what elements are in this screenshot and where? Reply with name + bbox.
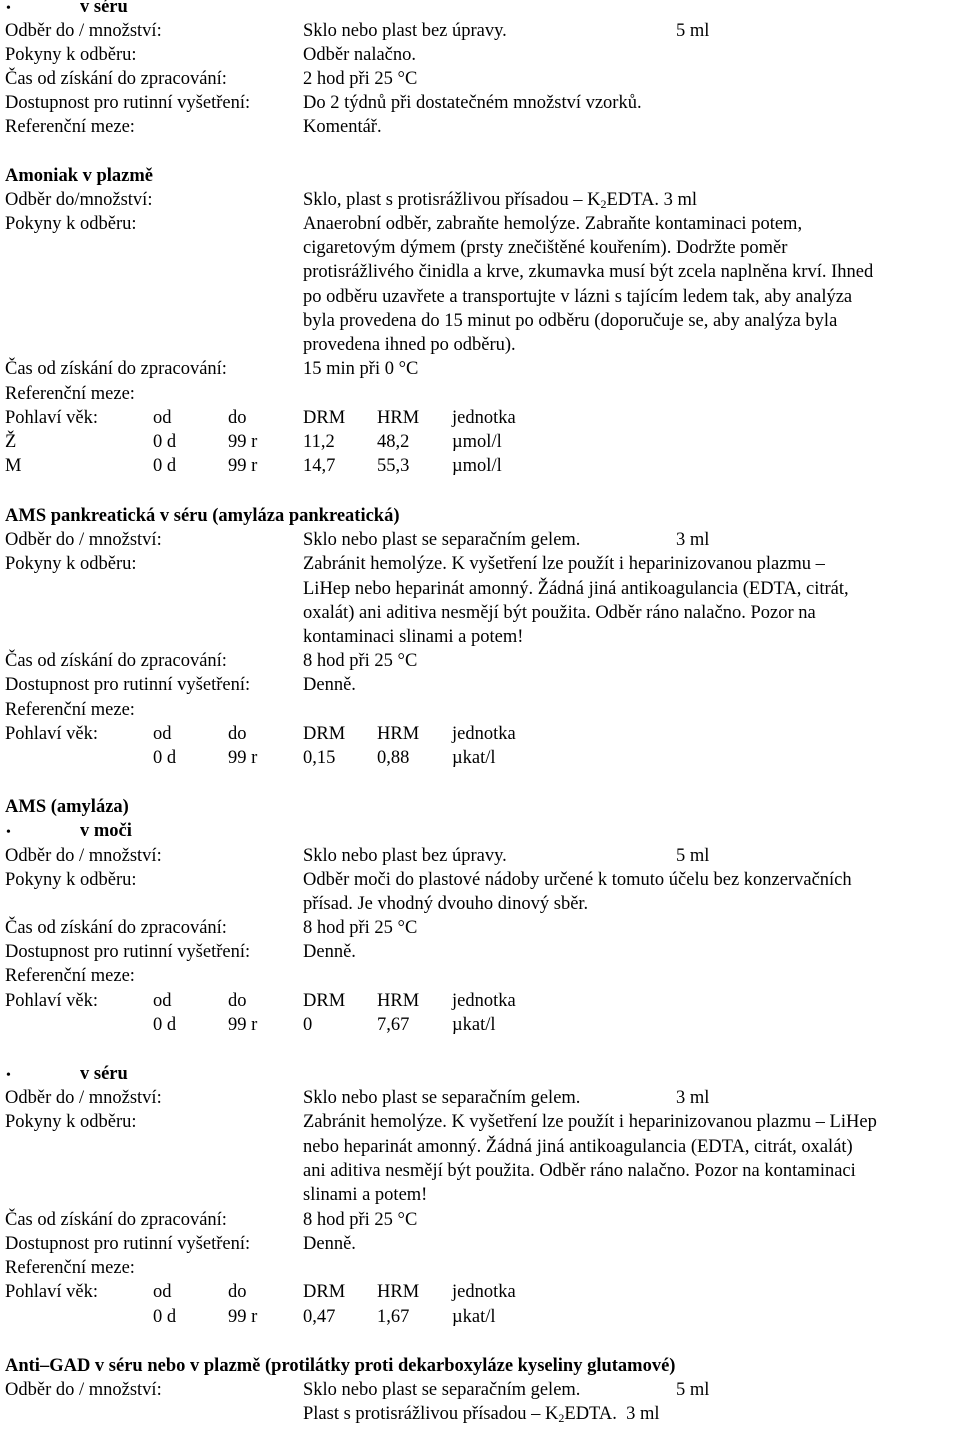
ref-cell-from: 0 d [153,1015,177,1035]
col-header-hrm: HRM [377,724,420,744]
ref-cell-from: 0 d [153,748,177,768]
ref-cell-unit: µkat/l [452,1307,496,1327]
ref-cell-to: 99 r [228,1015,258,1035]
bullet-icon: • [6,825,11,840]
ref-cell-sex: Ž [5,432,17,452]
instructions-line: byla provedena do 15 minut po odběru (doporučuje se, aby analýza byla [303,311,838,331]
instructions-line: přísad. Je vhodný dvouho dinový sběr. [303,894,589,914]
instructions-line: nebo heparinát amonný. Žádná jiná antikoagulancia (EDTA, citrát, oxalát) [303,1137,853,1157]
section-title: AMS (amyláza) [5,797,129,817]
tube-value: Sklo nebo plast se separačním gelem. [303,1088,581,1108]
referencni-label: Referenční meze: [5,966,135,986]
time-value: 2 hod při 25 °C [303,69,418,89]
ref-cell-hrm: 55,3 [377,456,410,476]
dostupnost-label: Dostupnost pro rutinní vyšetření: [5,942,251,962]
volume-value: 5 ml [676,21,710,41]
col-header-hrm: HRM [377,408,420,428]
ref-cell-drm: 0,15 [303,748,336,768]
col-header-hrm: HRM [377,991,420,1011]
col-header-from: od [153,408,172,428]
ref-cell-from: 0 d [153,1307,177,1327]
instructions-line: Zabránit hemolýze. K vyšetření lze použít i heparinizovanou plazmu – [303,554,825,574]
referencni-label: Referenční meze: [5,117,135,137]
volume-value: 3 ml [676,1088,710,1108]
ref-cell-drm: 0 [303,1015,313,1035]
bullet-icon: • [6,1068,11,1083]
instructions-line: cigaretovým dýmem (prsty znečištěné kouřením). Dodržte poměr [303,238,788,258]
specimen-bullet: v séru [80,1064,128,1084]
tube-value: Sklo, plast s protisrážlivou přísadou – $K_2EDTA$. 3 ml [303,190,698,211]
ref-cell-to: 99 r [228,1307,258,1327]
cas-label: Čas od získání do zpracování: [5,69,227,89]
availability-value: Denně. [303,1234,356,1254]
ref-cell-drm: 14,7 [303,456,336,476]
tube-value-alt: Plast s protisrážlivou přísadou – $K_2EDTA$. 3 ml [303,1404,660,1425]
cas-label: Čas od získání do zpracování: [5,651,227,671]
col-header-sex-age: Pohlaví věk: [5,724,99,744]
ref-cell-unit: µkat/l [452,748,496,768]
specimen-bullet: v séru [80,0,128,17]
col-header-from: od [153,724,172,744]
odber-label: Odběr do / množství: [5,530,162,550]
col-header-drm: DRM [303,991,346,1011]
dostupnost-label: Dostupnost pro rutinní vyšetření: [5,1234,251,1254]
reference-value: Komentář. [303,117,382,137]
section-title: AMS pankreatická v séru (amyláza pankreatická) [5,506,400,526]
instructions-line: provedena ihned po odběru). [303,335,516,355]
col-header-to: do [228,724,247,744]
time-value: 15 min při 0 °C [303,359,419,379]
time-value: 8 hod při 25 °C [303,1210,418,1230]
volume-value: 3 ml [676,530,710,550]
pokyny-label: Pokyny k odběru: [5,214,137,234]
pokyny-label: Pokyny k odběru: [5,554,137,574]
odber-label: Odběr do / množství: [5,21,162,41]
ref-cell-unit: µkat/l [452,1015,496,1035]
volume-value: 5 ml [676,1380,710,1400]
col-header-drm: DRM [303,724,346,744]
col-header-from: od [153,1282,172,1302]
section-title: Amoniak v plazmě [5,166,153,186]
section-title: Anti–GAD v séru nebo v plazmě (protilátky proti dekarboxyláze kyseliny glutamové) [5,1356,676,1376]
odber-label: Odběr do/množství: [5,190,153,210]
col-header-to: do [228,991,247,1011]
ref-cell-drm: 0,47 [303,1307,336,1327]
availability-value: Denně. [303,675,356,695]
instructions-line: Anaerobní odběr, zabraňte hemolýze. Zabraňte kontaminaci potem, [303,214,803,234]
time-value: 8 hod při 25 °C [303,651,418,671]
dostupnost-label: Dostupnost pro rutinní vyšetření: [5,93,251,113]
instructions-line: ani aditiva nesmějí být použita. Odběr ráno nalačno. Pozor na kontaminaci [303,1161,856,1181]
instructions-line: protisrážlivého činidla a krve, zkumavka musí být zcela naplněna krví. Ihned [303,262,874,282]
instructions-line: Zabránit hemolýze. K vyšetření lze použít i heparinizovanou plazmu – LiHep [303,1112,877,1132]
tube-value: Sklo nebo plast se separačním gelem. [303,1380,581,1400]
ref-cell-hrm: 7,67 [377,1015,410,1035]
specimen-bullet: v moči [80,821,132,841]
col-header-to: do [228,1282,247,1302]
pokyny-label: Pokyny k odběru: [5,1112,137,1132]
availability-value: Denně. [303,942,356,962]
instructions-line: slinami a potem! [303,1185,428,1205]
col-header-sex-age: Pohlaví věk: [5,408,99,428]
pokyny-label: Pokyny k odběru: [5,870,137,890]
odber-label: Odběr do / množství: [5,1380,162,1400]
ref-cell-from: 0 d [153,456,177,476]
col-header-unit: jednotka [452,724,516,744]
ref-cell-hrm: 1,67 [377,1307,410,1327]
dostupnost-label: Dostupnost pro rutinní vyšetření: [5,675,251,695]
col-header-unit: jednotka [452,991,516,1011]
odber-label: Odběr do / množství: [5,846,162,866]
ref-cell-to: 99 r [228,456,258,476]
instructions-line: kontaminaci slinami a potem! [303,627,524,647]
col-header-unit: jednotka [452,1282,516,1302]
pokyny-label: Pokyny k odběru: [5,45,137,65]
cas-label: Čas od získání do zpracování: [5,359,227,379]
tube-value: Sklo nebo plast bez úpravy. [303,21,507,41]
instructions-line: Odběr moči do plastové nádoby určené k tomuto účelu bez konzervačních [303,870,852,890]
volume-value: 5 ml [676,846,710,866]
instructions-line: oxalát) ani aditiva nesmějí být použita. Odběr ráno nalačno. Pozor na [303,603,816,623]
time-value: 8 hod při 25 °C [303,918,418,938]
instructions-value: Odběr nalačno. [303,45,417,65]
col-header-from: od [153,991,172,1011]
instructions-line: po odběru uzavřete a transportujte v lázni s tajícím ledem tak, aby analýza [303,287,853,307]
ref-cell-unit: µmol/l [452,456,502,476]
availability-value: Do 2 týdnů při dostatečném množství vzorků. [303,93,642,113]
ref-cell-sex: M [5,456,22,476]
col-header-drm: DRM [303,1282,346,1302]
odber-label: Odběr do / množství: [5,1088,162,1108]
ref-cell-to: 99 r [228,432,258,452]
ref-cell-to: 99 r [228,748,258,768]
col-header-sex-age: Pohlaví věk: [5,1282,99,1302]
tube-value: Sklo nebo plast se separačním gelem. [303,530,581,550]
bullet-icon: • [6,1,11,16]
instructions-line: LiHep nebo heparinát amonný. Žádná jiná antikoagulancia (EDTA, citrát, [303,579,849,599]
ref-cell-unit: µmol/l [452,432,502,452]
col-header-sex-age: Pohlaví věk: [5,991,99,1011]
col-header-unit: jednotka [452,408,516,428]
col-header-drm: DRM [303,408,346,428]
col-header-hrm: HRM [377,1282,420,1302]
ref-cell-from: 0 d [153,432,177,452]
ref-cell-drm: 11,2 [303,432,335,452]
ref-cell-hrm: 48,2 [377,432,410,452]
referencni-label: Referenční meze: [5,700,135,720]
cas-label: Čas od získání do zpracování: [5,918,227,938]
cas-label: Čas od získání do zpracování: [5,1210,227,1230]
col-header-to: do [228,408,247,428]
ref-cell-hrm: 0,88 [377,748,410,768]
tube-value: Sklo nebo plast bez úpravy. [303,846,507,866]
referencni-label: Referenční meze: [5,384,135,404]
referencni-label: Referenční meze: [5,1258,135,1278]
